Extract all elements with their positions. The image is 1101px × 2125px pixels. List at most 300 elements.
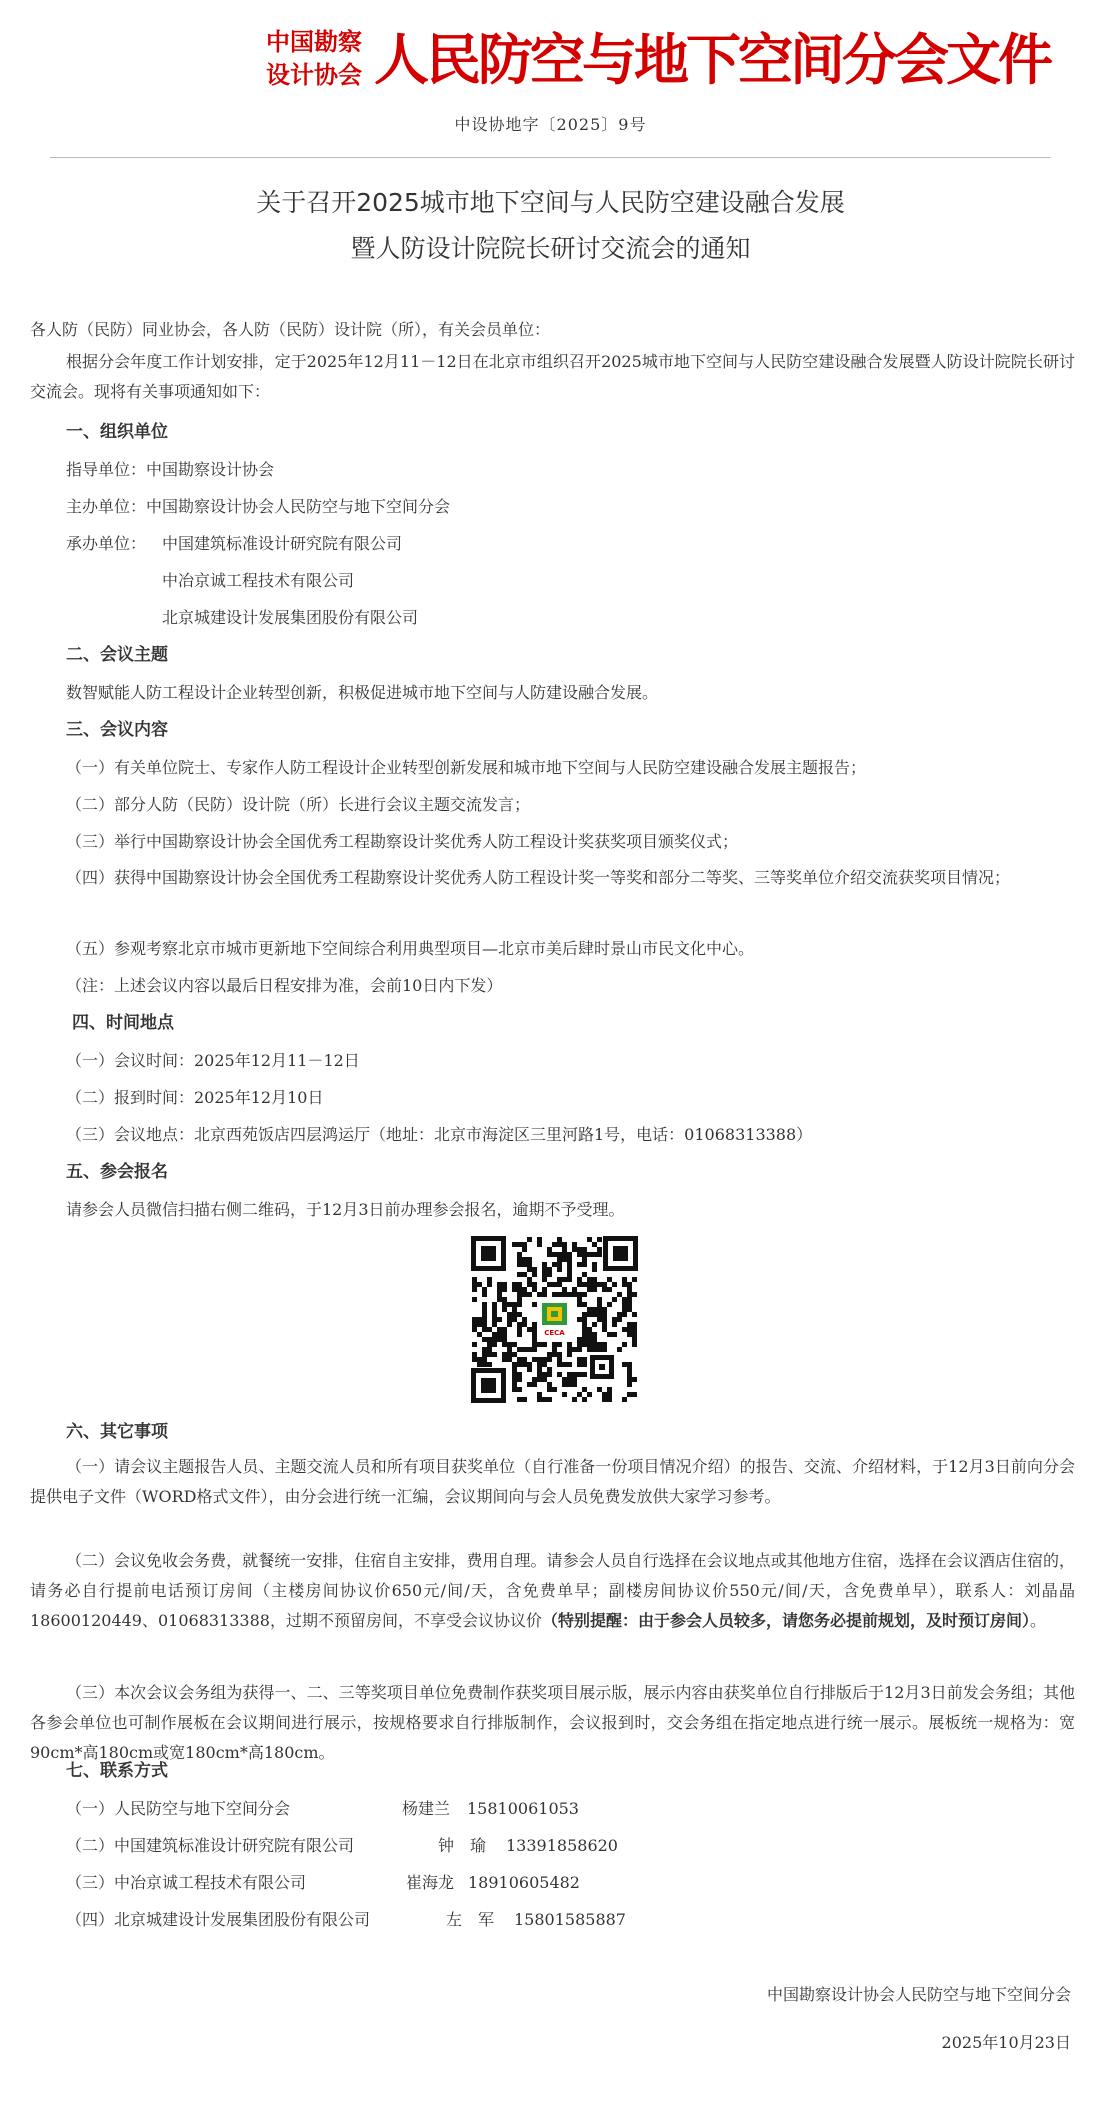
qr-module	[512, 1302, 517, 1307]
guide-unit: 指导单位：中国勘察设计协会	[66, 460, 275, 479]
section-4-heading: 四、时间地点	[72, 1013, 174, 1033]
qr-module	[597, 1297, 602, 1302]
qr-module	[627, 1292, 632, 1297]
qr-module	[577, 1302, 582, 1307]
qr-module	[512, 1242, 517, 1247]
qr-module	[472, 1352, 477, 1357]
qr-module	[552, 1347, 557, 1352]
qr-module	[612, 1332, 617, 1337]
qr-module	[477, 1282, 482, 1287]
qr-module	[517, 1372, 522, 1377]
qr-module	[497, 1292, 502, 1297]
qr-module	[537, 1342, 542, 1347]
qr-module	[527, 1237, 532, 1242]
intro-paragraph: 根据分会年度工作计划安排，定于2025年12月11－12日在北京市组织召开2025城市地下空间与人民防空建设融合发展暨人防设计院院长研讨交流会。现将有关事项通知如下：	[30, 352, 1075, 401]
qr-module	[562, 1277, 567, 1282]
qr-finder-pattern-top-right	[603, 1236, 638, 1271]
qr-module	[517, 1292, 522, 1297]
qr-module	[592, 1342, 597, 1347]
qr-module	[632, 1337, 637, 1342]
qr-module	[597, 1347, 602, 1352]
qr-module	[487, 1277, 492, 1282]
qr-module	[567, 1277, 572, 1282]
qr-module	[502, 1352, 507, 1357]
qr-module	[532, 1267, 537, 1272]
qr-module	[512, 1367, 517, 1372]
qr-module	[607, 1302, 612, 1307]
qr-module	[537, 1242, 542, 1247]
contact-2-name: 钟 瑜	[438, 1836, 487, 1855]
qr-module	[517, 1357, 522, 1362]
qr-module	[567, 1292, 572, 1297]
qr-module	[507, 1347, 512, 1352]
content-item-5: （五）参观考察北京市城市更新地下空间综合利用典型项目—北京市美后肆时景山市民文化中心。	[66, 939, 755, 958]
qr-module	[497, 1332, 502, 1337]
qr-module	[547, 1267, 552, 1272]
qr-module	[522, 1397, 527, 1402]
qr-module	[617, 1312, 622, 1317]
qr-module	[482, 1362, 487, 1367]
qr-module	[527, 1362, 532, 1367]
qr-module	[577, 1362, 582, 1367]
qr-module	[477, 1332, 482, 1337]
qr-module	[562, 1382, 567, 1387]
qr-module	[527, 1267, 532, 1272]
qr-module	[497, 1327, 502, 1332]
qr-module	[517, 1272, 522, 1277]
section-3-heading: 三、会议内容	[66, 720, 168, 740]
qr-module	[512, 1382, 517, 1387]
qr-module	[517, 1242, 522, 1247]
qr-module	[607, 1392, 612, 1397]
qr-module	[477, 1322, 482, 1327]
qr-module	[517, 1312, 522, 1317]
other-matter-2	[30, 1546, 1075, 1636]
qr-module	[492, 1332, 497, 1337]
contact-3-name: 崔海龙	[406, 1873, 455, 1892]
qr-module	[587, 1332, 592, 1337]
section-6-heading: 六、其它事项	[66, 1422, 168, 1442]
qr-module	[532, 1322, 537, 1327]
qr-module	[502, 1287, 507, 1292]
qr-module	[607, 1387, 612, 1392]
qr-module	[622, 1312, 627, 1317]
qr-module	[597, 1302, 602, 1307]
qr-module	[542, 1292, 547, 1297]
qr-module	[522, 1347, 527, 1352]
qr-module	[522, 1242, 527, 1247]
qr-module	[572, 1397, 577, 1402]
qr-module	[577, 1317, 582, 1322]
issuing-organization: 中国勘察设计协会人民防空与地下空间分会	[766, 1985, 1071, 2004]
qr-module	[492, 1307, 497, 1312]
qr-module	[552, 1282, 557, 1287]
qr-module	[472, 1297, 477, 1302]
qr-module	[592, 1267, 597, 1272]
qr-module	[627, 1377, 632, 1382]
qr-module	[502, 1327, 507, 1332]
qr-module	[627, 1392, 632, 1397]
qr-module	[562, 1377, 567, 1382]
section-2-heading: 二、会议主题	[66, 645, 168, 665]
qr-module	[602, 1327, 607, 1332]
qr-module	[567, 1272, 572, 1277]
qr-module	[582, 1357, 587, 1362]
qr-module	[492, 1322, 497, 1327]
qr-module	[577, 1342, 582, 1347]
qr-module	[562, 1287, 567, 1292]
qr-module	[472, 1282, 477, 1287]
qr-module	[552, 1252, 557, 1257]
qr-module	[587, 1252, 592, 1257]
qr-module	[557, 1372, 562, 1377]
qr-module	[577, 1372, 582, 1377]
qr-module	[517, 1257, 522, 1262]
qr-module	[542, 1372, 547, 1377]
qr-module	[507, 1342, 512, 1347]
qr-module	[502, 1342, 507, 1347]
qr-module	[542, 1377, 547, 1382]
qr-module	[552, 1342, 557, 1347]
organizer-label: 承办单位：	[66, 534, 147, 553]
qr-module	[472, 1287, 477, 1292]
qr-module	[482, 1322, 487, 1327]
contact-1-name: 杨建兰	[402, 1799, 451, 1818]
qr-module	[627, 1367, 632, 1372]
contact-1-phone: 15810061053	[467, 1799, 579, 1818]
qr-module	[597, 1342, 602, 1347]
registration-qr-code[interactable]	[468, 1233, 641, 1406]
qr-module	[547, 1387, 552, 1392]
qr-module	[527, 1382, 532, 1387]
qr-finder-pattern-bottom-left	[471, 1368, 506, 1403]
qr-module	[522, 1287, 527, 1292]
masthead-title: 人民防空与地下空间分会文件	[374, 28, 1051, 92]
qr-module	[497, 1317, 502, 1322]
qr-module	[572, 1242, 577, 1247]
other-matter-3: （三）本次会议会务组为获得一、二、三等奖项目单位免费制作获奖项目展示版，展示内容由获奖单位自行排版后于12月3日前发会务组；其他各参会单位也可制作展板在会议期间进行展示，按规格要求自行排版制作，会议报到时，交会务组在指定地点进行统一展示。展板统一规格为：宽90cm*高180cm或宽180cm*高180cm。	[30, 1683, 1075, 1762]
qr-module	[622, 1342, 627, 1347]
qr-module	[482, 1302, 487, 1307]
qr-module	[632, 1327, 637, 1332]
qr-module	[632, 1322, 637, 1327]
qr-module	[522, 1362, 527, 1367]
qr-module	[527, 1262, 532, 1267]
qr-module	[522, 1257, 527, 1262]
qr-module	[522, 1272, 527, 1277]
qr-module	[522, 1317, 527, 1322]
qr-module	[622, 1362, 627, 1367]
qr-module	[622, 1302, 627, 1307]
qr-module	[582, 1262, 587, 1267]
qr-module	[542, 1262, 547, 1267]
qr-module	[572, 1292, 577, 1297]
qr-module	[527, 1257, 532, 1262]
contact-2-phone: 13391858620	[506, 1836, 618, 1855]
qr-module	[582, 1372, 587, 1377]
qr-module	[567, 1267, 572, 1272]
content-item-4: （四）获得中国勘察设计协会全国优秀工程勘察设计奖优秀人防工程设计奖一等奖和部分二等奖、三等奖单位介绍交流获奖项目情况；	[66, 868, 1011, 887]
qr-module	[517, 1322, 522, 1327]
qr-module	[517, 1262, 522, 1267]
salutation: 各人防（民防）同业协会，各人防（民防）设计院（所），有关会员单位：	[30, 320, 551, 339]
qr-module	[507, 1322, 512, 1327]
qr-module	[577, 1252, 582, 1257]
qr-module	[627, 1287, 632, 1292]
qr-module	[527, 1282, 532, 1287]
qr-module	[472, 1277, 477, 1282]
qr-module	[612, 1322, 617, 1327]
qr-module	[512, 1317, 517, 1322]
qr-module	[582, 1292, 587, 1297]
qr-module	[582, 1387, 587, 1392]
qr-module	[492, 1312, 497, 1317]
qr-module	[577, 1347, 582, 1352]
qr-module	[557, 1242, 562, 1247]
qr-module	[512, 1307, 517, 1312]
qr-module	[482, 1312, 487, 1317]
qr-module	[622, 1277, 627, 1282]
qr-module	[502, 1337, 507, 1342]
qr-module	[522, 1262, 527, 1267]
qr-module	[632, 1292, 637, 1297]
qr-module	[502, 1302, 507, 1307]
qr-module	[562, 1292, 567, 1297]
meeting-venue: （三）会议地点：北京西苑饭店四层鸿运厅（地址：北京市海淀区三里河路1号，电话：01068313388）	[66, 1125, 813, 1144]
qr-module	[582, 1332, 587, 1337]
qr-module	[542, 1357, 547, 1362]
qr-module	[507, 1312, 512, 1317]
notice-title-line2: 暨人防设计院院长研讨交流会的通知	[350, 234, 751, 263]
qr-module	[557, 1252, 562, 1257]
qr-module	[627, 1372, 632, 1377]
registration-instructions: 请参会人员微信扫描右侧二维码，于12月3日前办理参会报名，逾期不予受理。	[66, 1200, 625, 1219]
registration-time: （二）报到时间：2025年12月10日	[66, 1088, 324, 1107]
qr-module	[567, 1257, 572, 1262]
qr-module	[532, 1357, 537, 1362]
qr-module	[472, 1322, 477, 1327]
qr-module	[567, 1372, 572, 1377]
qr-module	[532, 1302, 537, 1307]
qr-module	[572, 1372, 577, 1377]
qr-module	[517, 1287, 522, 1292]
qr-module	[602, 1307, 607, 1312]
qr-module	[602, 1347, 607, 1352]
qr-module	[602, 1282, 607, 1287]
meeting-time: （一）会议时间：2025年12月11－12日	[66, 1051, 360, 1070]
organizer-2: 中冶京诚工程技术有限公司	[162, 571, 355, 590]
qr-module	[597, 1317, 602, 1322]
qr-module	[587, 1237, 592, 1242]
qr-module	[487, 1282, 492, 1287]
qr-module	[507, 1302, 512, 1307]
qr-module	[567, 1352, 572, 1357]
qr-module	[577, 1277, 582, 1282]
qr-module	[627, 1302, 632, 1307]
qr-module	[632, 1332, 637, 1337]
qr-module	[547, 1247, 552, 1252]
qr-module	[547, 1282, 552, 1287]
qr-module	[612, 1317, 617, 1322]
qr-module	[532, 1347, 537, 1352]
qr-module	[482, 1307, 487, 1312]
qr-module	[502, 1357, 507, 1362]
qr-module	[587, 1277, 592, 1282]
qr-module	[492, 1352, 497, 1357]
qr-module	[587, 1392, 592, 1397]
qr-module	[567, 1262, 572, 1267]
qr-module	[587, 1347, 592, 1352]
qr-module	[582, 1342, 587, 1347]
qr-module	[487, 1342, 492, 1347]
organizer-1: 中国建筑标准设计研究院有限公司	[162, 534, 403, 553]
qr-module	[622, 1297, 627, 1302]
qr-module	[537, 1237, 542, 1242]
qr-module	[562, 1362, 567, 1367]
qr-module	[532, 1287, 537, 1292]
qr-module	[557, 1357, 562, 1362]
qr-module	[567, 1347, 572, 1352]
qr-module	[627, 1297, 632, 1302]
qr-module	[512, 1282, 517, 1287]
qr-module	[532, 1282, 537, 1287]
qr-module	[582, 1257, 587, 1262]
qr-module	[552, 1387, 557, 1392]
qr-module	[607, 1397, 612, 1402]
qr-module	[542, 1342, 547, 1347]
qr-module	[542, 1277, 547, 1282]
qr-module	[582, 1312, 587, 1317]
qr-module	[582, 1302, 587, 1307]
qr-module	[522, 1247, 527, 1252]
content-item-3: （三）举行中国勘察设计协会全国优秀工程勘察设计奖优秀人防工程设计奖获奖项目颁奖仪式；	[66, 832, 739, 851]
qr-module	[622, 1327, 627, 1332]
qr-module	[567, 1377, 572, 1382]
qr-module	[492, 1342, 497, 1347]
qr-module	[627, 1322, 632, 1327]
contact-3-org: （三）中冶京诚工程技术有限公司	[66, 1873, 307, 1892]
notice-title	[0, 180, 1101, 272]
qr-module	[582, 1397, 587, 1402]
qr-module	[537, 1292, 542, 1297]
qr-module	[502, 1282, 507, 1287]
qr-module	[557, 1237, 562, 1242]
qr-module	[557, 1262, 562, 1267]
qr-module	[542, 1287, 547, 1292]
qr-module	[527, 1292, 532, 1297]
qr-module	[517, 1397, 522, 1402]
section-1-heading: 一、组织单位	[66, 422, 168, 442]
qr-module	[482, 1317, 487, 1322]
qr-module	[592, 1242, 597, 1247]
qr-module	[537, 1362, 542, 1367]
qr-module	[627, 1282, 632, 1287]
qr-module	[592, 1322, 597, 1327]
qr-module	[537, 1392, 542, 1397]
qr-module	[592, 1307, 597, 1312]
qr-module	[557, 1342, 562, 1347]
qr-module	[527, 1367, 532, 1372]
qr-module	[587, 1282, 592, 1287]
qr-module	[577, 1247, 582, 1252]
qr-module	[532, 1382, 537, 1387]
qr-module	[547, 1352, 552, 1357]
qr-module	[597, 1247, 602, 1252]
host-unit: 主办单位：中国勘察设计协会人民防空与地下空间分会	[66, 497, 451, 516]
qr-module	[497, 1287, 502, 1292]
qr-module	[617, 1317, 622, 1322]
qr-module	[512, 1342, 517, 1347]
other-matter-2-text: （二）会议免收会务费，就餐统一安排，住宿自主安排，费用自理。请参会人员自行选择在会议地点或其他地方住宿，选择在会议酒店住宿的，请务必自行提前电话预订房间（主楼房间协议价650元/间/天，含免费单早；副楼房间协议价550元/间/天，含免费单早），联系人：刘晶晶18600120449、01068313388，过期不预留房间，不享受会议协议价	[30, 1551, 1075, 1630]
qr-module	[502, 1307, 507, 1312]
qr-module	[597, 1252, 602, 1257]
qr-module	[627, 1332, 632, 1337]
qr-module	[482, 1337, 487, 1342]
qr-module	[547, 1372, 552, 1377]
qr-module	[577, 1262, 582, 1267]
contact-4-name: 左 军	[446, 1910, 495, 1929]
qr-module	[472, 1317, 477, 1322]
qr-module	[577, 1297, 582, 1302]
qr-module	[582, 1317, 587, 1322]
qr-module	[547, 1397, 552, 1402]
qr-module	[532, 1332, 537, 1337]
qr-module	[482, 1287, 487, 1292]
qr-module	[557, 1267, 562, 1272]
qr-module	[567, 1382, 572, 1387]
qr-module	[542, 1397, 547, 1402]
qr-module	[517, 1302, 522, 1307]
contact-4-phone: 15801585887	[514, 1910, 626, 1929]
qr-module	[592, 1347, 597, 1352]
masthead-org-line2: 设计协会	[266, 61, 362, 89]
qr-module	[482, 1327, 487, 1332]
section-5-heading: 五、参会报名	[66, 1162, 168, 1182]
qr-module	[532, 1272, 537, 1277]
qr-module	[602, 1397, 607, 1402]
qr-module	[587, 1327, 592, 1332]
qr-module	[592, 1312, 597, 1317]
qr-module	[517, 1327, 522, 1332]
qr-module	[517, 1297, 522, 1302]
contact-1-org: （一）人民防空与地下空间分会	[66, 1799, 291, 1818]
qr-module	[627, 1307, 632, 1312]
qr-module	[512, 1387, 517, 1392]
qr-module	[487, 1352, 492, 1357]
masthead	[0, 18, 1101, 100]
qr-module	[597, 1312, 602, 1317]
qr-module	[622, 1282, 627, 1287]
qr-module	[597, 1307, 602, 1312]
qr-logo-text: CECA	[544, 1329, 565, 1337]
qr-module	[602, 1287, 607, 1292]
qr-module	[592, 1332, 597, 1337]
qr-module	[517, 1282, 522, 1287]
qr-module	[552, 1242, 557, 1247]
qr-module	[532, 1377, 537, 1382]
qr-module	[557, 1292, 562, 1297]
qr-module	[492, 1337, 497, 1342]
qr-module	[587, 1307, 592, 1312]
qr-module	[522, 1357, 527, 1362]
qr-module	[582, 1282, 587, 1287]
qr-module	[582, 1322, 587, 1327]
qr-module	[562, 1242, 567, 1247]
qr-module	[572, 1377, 577, 1382]
qr-module	[502, 1297, 507, 1302]
qr-module	[547, 1252, 552, 1257]
qr-module	[567, 1362, 572, 1367]
